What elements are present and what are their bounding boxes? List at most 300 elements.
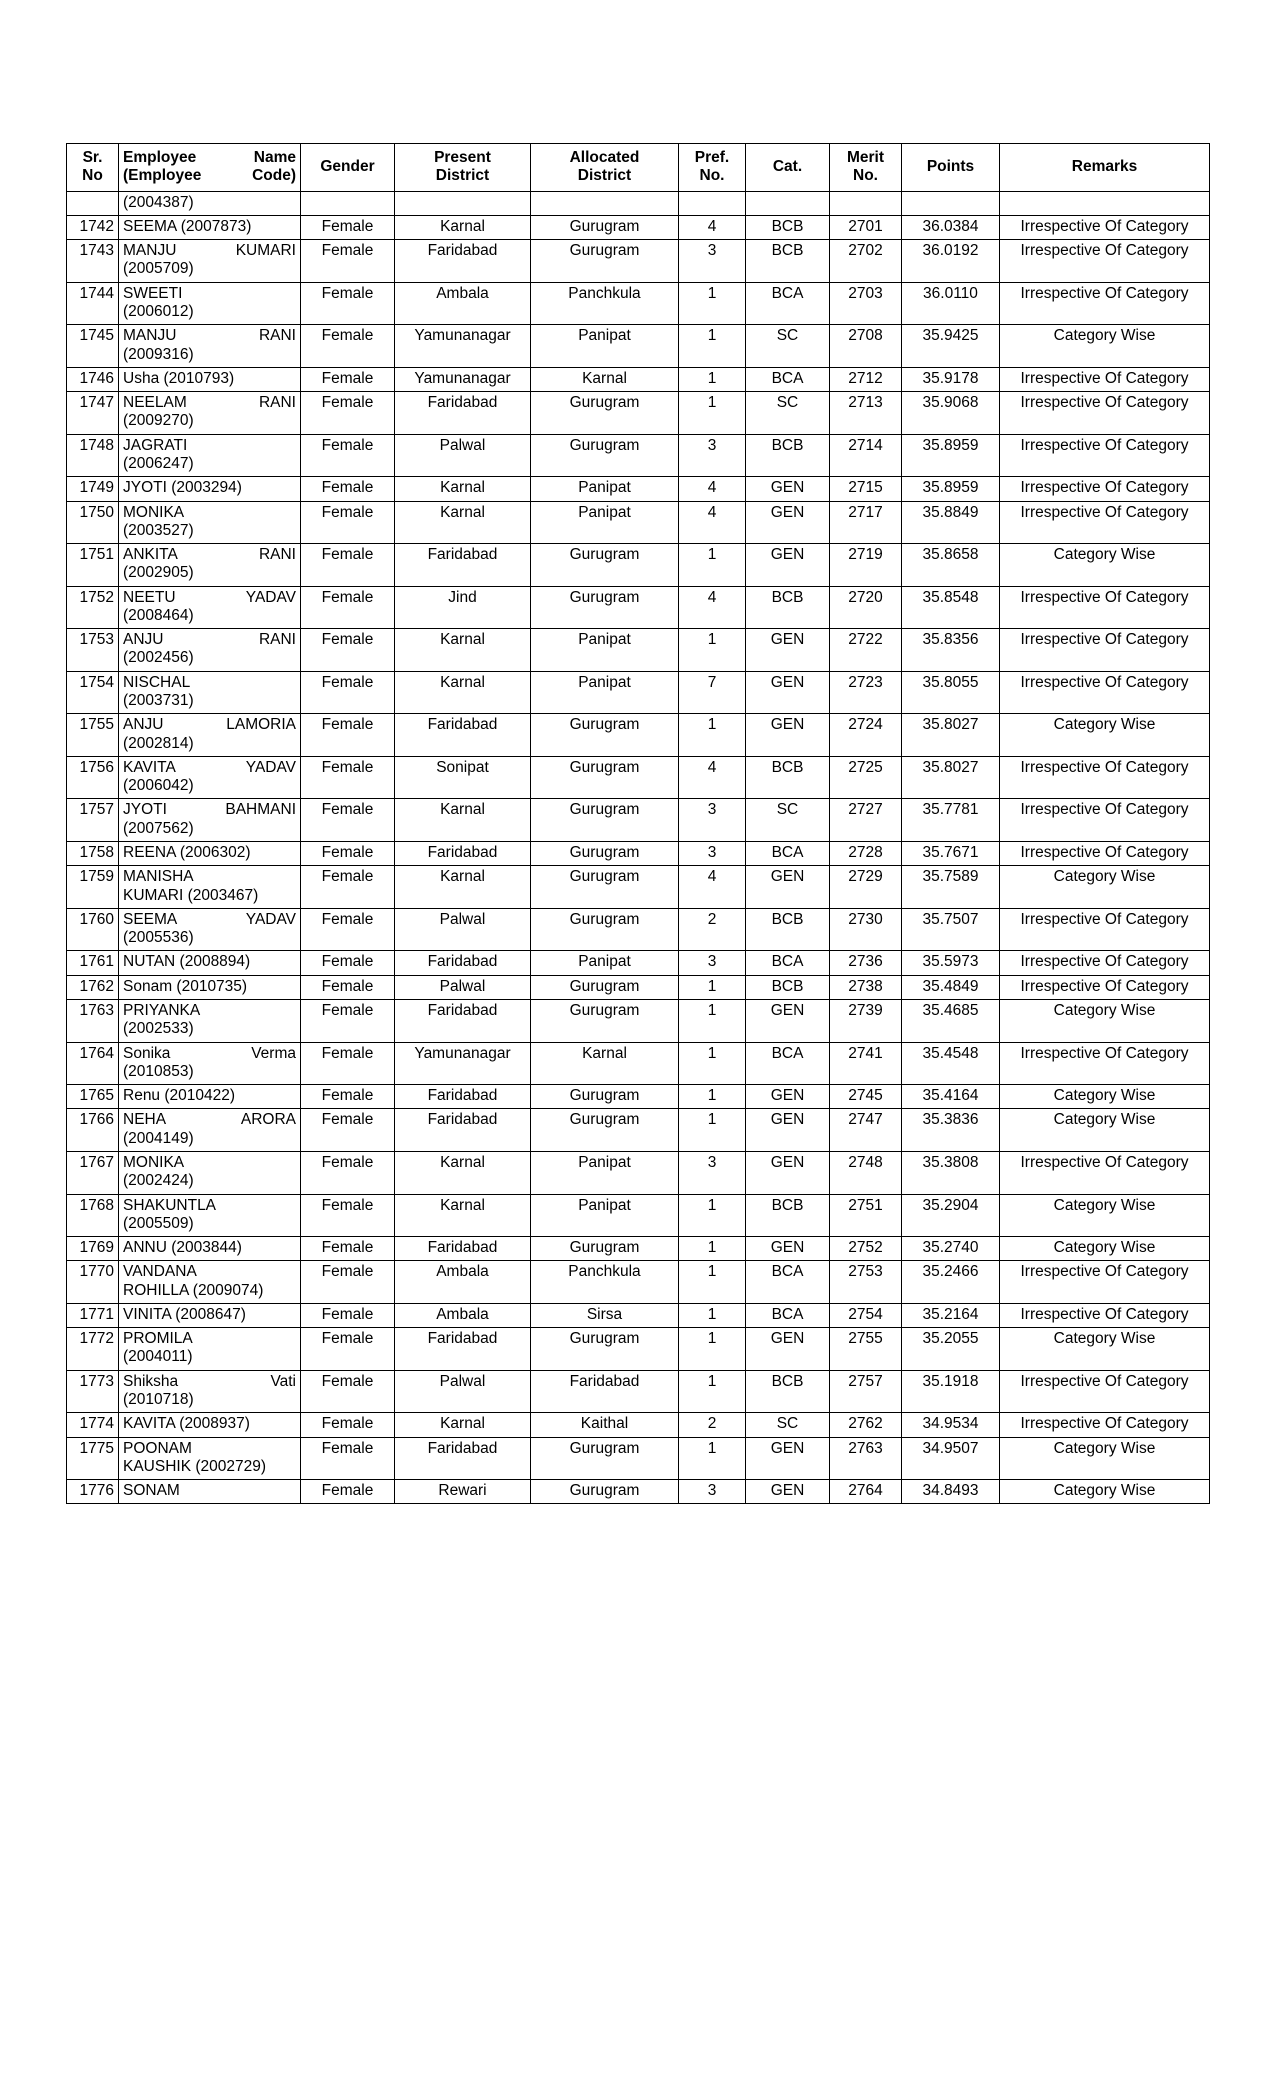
- table-row: [67, 1042, 1210, 1085]
- employee-last-name: RANI: [258, 394, 296, 412]
- cell-employee-name: [119, 392, 301, 435]
- cell-category: BCB: [746, 215, 830, 239]
- employee-name-line: JYOTI (2003294): [123, 479, 242, 497]
- employee-first-name: NEHA: [123, 1111, 167, 1129]
- cell-pref-no: 2: [679, 908, 746, 951]
- employee-allocation-table: [66, 143, 1210, 1504]
- cell-allocated-district: Gurugram: [531, 1109, 679, 1152]
- cell-employee-name: [119, 477, 301, 501]
- employee-name-line: [123, 759, 296, 777]
- cell-employee-name: [119, 1237, 301, 1261]
- employee-name-line: NISCHAL: [123, 673, 191, 691]
- cell-points: 35.8849: [902, 501, 1000, 544]
- employee-name-line: [123, 589, 296, 607]
- cell-present-district: Karnal: [395, 477, 531, 501]
- cell-gender: Female: [301, 866, 395, 909]
- employee-name-line: POONAM: [123, 1439, 192, 1457]
- cell-pref-no: 1: [679, 1042, 746, 1085]
- cell-present-district: Faridabad: [395, 392, 531, 435]
- employee-name-line: SONAM: [123, 1482, 180, 1500]
- cell-present-district: Karnal: [395, 215, 531, 239]
- cell-employee-name: [119, 866, 301, 909]
- cell-employee-name: [119, 1085, 301, 1109]
- cell-present-district: Faridabad: [395, 1109, 531, 1152]
- table-row: [67, 477, 1210, 501]
- cell-category: GEN: [746, 1237, 830, 1261]
- cell-gender: Female: [301, 392, 395, 435]
- cell-merit-no: 2763: [830, 1437, 902, 1480]
- cell-merit-no: 2723: [830, 671, 902, 714]
- cell-points: 35.2740: [902, 1237, 1000, 1261]
- employee-name-line: [123, 911, 296, 929]
- cell-category: SC: [746, 392, 830, 435]
- cell-employee-name: [119, 325, 301, 368]
- cell-remarks: Irrespective Of Category: [1000, 908, 1210, 951]
- employee-name-line: JAGRATI: [123, 436, 188, 454]
- cell-pref-no: 3: [679, 434, 746, 477]
- cell-present-district: Faridabad: [395, 714, 531, 757]
- employee-last-name: ARORA: [240, 1111, 296, 1129]
- table-row: [67, 392, 1210, 435]
- cell-employee-name: [119, 799, 301, 842]
- cell-merit-no: 2739: [830, 999, 902, 1042]
- table-row: [67, 1261, 1210, 1304]
- column-header-employee-name: [119, 144, 301, 192]
- cell-gender: Female: [301, 756, 395, 799]
- cell-remarks: Category Wise: [1000, 544, 1210, 587]
- cell-allocated-district: Gurugram: [531, 434, 679, 477]
- cell-merit-no: 2715: [830, 477, 902, 501]
- employee-first-name: KAVITA: [123, 758, 176, 776]
- cell-sr-no: 1774: [67, 1413, 119, 1437]
- cell-sr-no: 1773: [67, 1370, 119, 1413]
- cell-gender: Female: [301, 629, 395, 672]
- cell-points: 35.9178: [902, 367, 1000, 391]
- cell-remarks: Category Wise: [1000, 866, 1210, 909]
- cell-allocated-district: Gurugram: [531, 544, 679, 587]
- cell-sr-no: 1755: [67, 714, 119, 757]
- table-body: [67, 191, 1210, 1504]
- cell-points: 35.4685: [902, 999, 1000, 1042]
- cell-allocated-district: Gurugram: [531, 586, 679, 629]
- cell-merit-no: 2741: [830, 1042, 902, 1085]
- cell-sr-no: 1762: [67, 975, 119, 999]
- cell-gender: Female: [301, 1151, 395, 1194]
- cell-employee-name: [119, 1151, 301, 1194]
- cell-pref-no: 1: [679, 544, 746, 587]
- header-line: Name: [253, 149, 296, 166]
- cell-employee-name: [119, 240, 301, 283]
- cell-category: BCB: [746, 1370, 830, 1413]
- employee-last-name: BAHMANI: [225, 801, 296, 819]
- cell-category: GEN: [746, 999, 830, 1042]
- employee-code: (2002533): [123, 1020, 194, 1038]
- employee-code: (2005509): [123, 1214, 194, 1232]
- cell-merit-no: 2755: [830, 1328, 902, 1371]
- cell-points: 35.5973: [902, 951, 1000, 975]
- cell-pref-no: 1: [679, 392, 746, 435]
- cell-points: 35.7589: [902, 866, 1000, 909]
- cell-pref-no: 3: [679, 842, 746, 866]
- table-row: [67, 1328, 1210, 1371]
- cell-remarks: Category Wise: [1000, 999, 1210, 1042]
- cell-points: [902, 191, 1000, 215]
- cell-pref-no: 1: [679, 999, 746, 1042]
- cell-category: BCA: [746, 367, 830, 391]
- table-row: [67, 714, 1210, 757]
- cell-sr-no: 1763: [67, 999, 119, 1042]
- cell-present-district: Karnal: [395, 671, 531, 714]
- cell-present-district: [395, 191, 531, 215]
- cell-remarks: Irrespective Of Category: [1000, 501, 1210, 544]
- cell-merit-no: 2752: [830, 1237, 902, 1261]
- cell-merit-no: 2747: [830, 1109, 902, 1152]
- employee-name-line: ANNU (2003844): [123, 1239, 242, 1257]
- cell-category: BCA: [746, 951, 830, 975]
- cell-present-district: Faridabad: [395, 1237, 531, 1261]
- cell-gender: Female: [301, 325, 395, 368]
- employee-name-line: [123, 1373, 296, 1391]
- cell-employee-name: [119, 1480, 301, 1504]
- cell-merit-no: 2754: [830, 1303, 902, 1327]
- cell-merit-no: [830, 191, 902, 215]
- cell-present-district: Jind: [395, 586, 531, 629]
- cell-allocated-district: Gurugram: [531, 999, 679, 1042]
- cell-sr-no: 1750: [67, 501, 119, 544]
- table-row: [67, 671, 1210, 714]
- employee-name-line: Usha (2010793): [123, 369, 235, 387]
- cell-pref-no: 2: [679, 1413, 746, 1437]
- cell-category: BCB: [746, 434, 830, 477]
- cell-merit-no: 2701: [830, 215, 902, 239]
- employee-name-line: NUTAN (2008894): [123, 953, 251, 971]
- employee-code: (2003527): [123, 521, 194, 539]
- cell-remarks: Irrespective Of Category: [1000, 671, 1210, 714]
- cell-employee-name: [119, 544, 301, 587]
- cell-allocated-district: Panchkula: [531, 1261, 679, 1304]
- cell-allocated-district: Gurugram: [531, 1437, 679, 1480]
- cell-merit-no: 2719: [830, 544, 902, 587]
- cell-pref-no: 1: [679, 367, 746, 391]
- table-row: [67, 1480, 1210, 1504]
- employee-code: ROHILLA (2009074): [123, 1281, 264, 1299]
- cell-remarks: Irrespective Of Category: [1000, 951, 1210, 975]
- cell-sr-no: 1767: [67, 1151, 119, 1194]
- cell-allocated-district: Gurugram: [531, 215, 679, 239]
- cell-present-district: Karnal: [395, 629, 531, 672]
- cell-pref-no: 1: [679, 1194, 746, 1237]
- cell-allocated-district: Faridabad: [531, 1370, 679, 1413]
- cell-sr-no: 1751: [67, 544, 119, 587]
- employee-code: (2003731): [123, 692, 194, 710]
- cell-remarks: Category Wise: [1000, 1194, 1210, 1237]
- cell-remarks: Irrespective Of Category: [1000, 477, 1210, 501]
- cell-points: 35.8959: [902, 477, 1000, 501]
- cell-merit-no: 2728: [830, 842, 902, 866]
- table-row: [67, 975, 1210, 999]
- cell-present-district: Rewari: [395, 1480, 531, 1504]
- cell-remarks: Irrespective Of Category: [1000, 1151, 1210, 1194]
- employee-last-name: YADAV: [245, 758, 296, 776]
- employee-name-line: SEEMA (2007873): [123, 217, 252, 235]
- cell-sr-no: 1761: [67, 951, 119, 975]
- employee-last-name: LAMORIA: [226, 716, 296, 734]
- employee-last-name: RANI: [258, 631, 296, 649]
- cell-points: 36.0110: [902, 282, 1000, 325]
- employee-last-name: KUMARI: [235, 242, 296, 260]
- cell-merit-no: 2757: [830, 1370, 902, 1413]
- cell-present-district: Faridabad: [395, 951, 531, 975]
- cell-pref-no: 1: [679, 714, 746, 757]
- cell-sr-no: 1758: [67, 842, 119, 866]
- cell-points: 35.2466: [902, 1261, 1000, 1304]
- cell-present-district: Faridabad: [395, 1085, 531, 1109]
- cell-category: BCB: [746, 756, 830, 799]
- cell-gender: Female: [301, 544, 395, 587]
- employee-name-line: [123, 1045, 296, 1063]
- cell-gender: Female: [301, 215, 395, 239]
- cell-employee-name: [119, 586, 301, 629]
- cell-merit-no: 2708: [830, 325, 902, 368]
- cell-allocated-district: Karnal: [531, 1042, 679, 1085]
- employee-code: (2009270): [123, 412, 194, 430]
- cell-allocated-district: Kaithal: [531, 1413, 679, 1437]
- column-header-pref-no: [679, 144, 746, 192]
- column-header-allocated-district: [531, 144, 679, 192]
- cell-allocated-district: [531, 191, 679, 215]
- cell-remarks: Irrespective Of Category: [1000, 240, 1210, 283]
- employee-name-line: [123, 394, 296, 412]
- cell-gender: Female: [301, 1194, 395, 1237]
- employee-name-line: PROMILA: [123, 1330, 193, 1348]
- cell-employee-name: [119, 842, 301, 866]
- cell-remarks: Irrespective Of Category: [1000, 367, 1210, 391]
- cell-points: 35.8548: [902, 586, 1000, 629]
- table-row: [67, 629, 1210, 672]
- cell-points: 35.1918: [902, 1370, 1000, 1413]
- cell-merit-no: 2717: [830, 501, 902, 544]
- column-header-remarks: Remarks: [1000, 144, 1210, 192]
- cell-sr-no: 1756: [67, 756, 119, 799]
- cell-category: GEN: [746, 714, 830, 757]
- table-row: [67, 1194, 1210, 1237]
- cell-points: 34.8493: [902, 1480, 1000, 1504]
- cell-sr-no: 1764: [67, 1042, 119, 1085]
- cell-present-district: Faridabad: [395, 842, 531, 866]
- cell-remarks: Irrespective Of Category: [1000, 392, 1210, 435]
- employee-code: (2010853): [123, 1062, 194, 1080]
- employee-code: (2004149): [123, 1129, 194, 1147]
- cell-gender: Female: [301, 501, 395, 544]
- employee-first-name: ANJU: [123, 631, 164, 649]
- header-line: District: [577, 167, 632, 185]
- employee-last-name: RANI: [258, 327, 296, 345]
- cell-allocated-district: Gurugram: [531, 1237, 679, 1261]
- cell-category: GEN: [746, 1437, 830, 1480]
- cell-sr-no: 1742: [67, 215, 119, 239]
- table-row: [67, 842, 1210, 866]
- cell-present-district: Faridabad: [395, 1328, 531, 1371]
- cell-category: BCA: [746, 842, 830, 866]
- cell-employee-name: [119, 999, 301, 1042]
- employee-code: (2006012): [123, 302, 194, 320]
- cell-employee-name: [119, 629, 301, 672]
- cell-employee-name: [119, 1303, 301, 1327]
- cell-employee-name: (2004387): [119, 191, 301, 215]
- cell-category: BCB: [746, 1194, 830, 1237]
- cell-pref-no: 4: [679, 586, 746, 629]
- cell-category: GEN: [746, 671, 830, 714]
- cell-allocated-district: Gurugram: [531, 240, 679, 283]
- cell-remarks: Category Wise: [1000, 1328, 1210, 1371]
- cell-pref-no: 1: [679, 1237, 746, 1261]
- cell-category: [746, 191, 830, 215]
- cell-pref-no: [679, 191, 746, 215]
- cell-pref-no: 4: [679, 756, 746, 799]
- cell-gender: Female: [301, 842, 395, 866]
- employee-code: (2002424): [123, 1172, 194, 1190]
- cell-sr-no: 1760: [67, 908, 119, 951]
- cell-category: BCB: [746, 908, 830, 951]
- cell-pref-no: 4: [679, 215, 746, 239]
- cell-present-district: Karnal: [395, 1194, 531, 1237]
- cell-gender: Female: [301, 240, 395, 283]
- employee-code: (2008464): [123, 606, 194, 624]
- cell-category: BCB: [746, 975, 830, 999]
- cell-category: SC: [746, 1413, 830, 1437]
- cell-points: 34.9507: [902, 1437, 1000, 1480]
- cell-allocated-district: Gurugram: [531, 714, 679, 757]
- employee-code: KUMARI (2003467): [123, 886, 259, 904]
- cell-pref-no: 1: [679, 325, 746, 368]
- header-line: Merit: [846, 149, 885, 166]
- cell-present-district: Yamunanagar: [395, 325, 531, 368]
- cell-points: 35.8356: [902, 629, 1000, 672]
- header-line: Employee: [123, 149, 197, 166]
- cell-points: 35.7507: [902, 908, 1000, 951]
- cell-employee-name: [119, 282, 301, 325]
- cell-merit-no: 2729: [830, 866, 902, 909]
- employee-code: KAUSHIK (2002729): [123, 1457, 267, 1475]
- cell-employee-name: [119, 1413, 301, 1437]
- cell-remarks: Irrespective Of Category: [1000, 975, 1210, 999]
- cell-merit-no: 2703: [830, 282, 902, 325]
- cell-employee-name: [119, 671, 301, 714]
- employee-name-line: Sonam (2010735): [123, 977, 248, 995]
- cell-pref-no: 1: [679, 1303, 746, 1327]
- cell-employee-name: [119, 1042, 301, 1085]
- table-row: [67, 367, 1210, 391]
- allocation-table-container: [66, 143, 1209, 1504]
- cell-allocated-district: Gurugram: [531, 908, 679, 951]
- employee-code: (2005536): [123, 929, 194, 947]
- cell-merit-no: 2736: [830, 951, 902, 975]
- cell-points: 35.7781: [902, 799, 1000, 842]
- cell-allocated-district: Panchkula: [531, 282, 679, 325]
- column-header-category: Cat.: [746, 144, 830, 192]
- cell-sr-no: 1766: [67, 1109, 119, 1152]
- cell-pref-no: 1: [679, 1328, 746, 1371]
- cell-present-district: Faridabad: [395, 544, 531, 587]
- header-row: [67, 144, 1210, 192]
- cell-pref-no: 1: [679, 282, 746, 325]
- employee-name-line: KAVITA (2008937): [123, 1415, 250, 1433]
- cell-employee-name: [119, 908, 301, 951]
- cell-allocated-district: Sirsa: [531, 1303, 679, 1327]
- table-row: [67, 1370, 1210, 1413]
- table-row: [67, 908, 1210, 951]
- cell-allocated-district: Panipat: [531, 951, 679, 975]
- cell-gender: [301, 191, 395, 215]
- employee-name-line: MONIKA: [123, 503, 185, 521]
- table-row: [67, 1413, 1210, 1437]
- cell-remarks: Category Wise: [1000, 325, 1210, 368]
- table-row: [67, 501, 1210, 544]
- cell-category: GEN: [746, 866, 830, 909]
- table-row: [67, 1085, 1210, 1109]
- cell-points: 35.3808: [902, 1151, 1000, 1194]
- employee-last-name: Verma: [251, 1044, 296, 1062]
- cell-allocated-district: Gurugram: [531, 756, 679, 799]
- column-header-sr-no: [67, 144, 119, 192]
- cell-points: 35.3836: [902, 1109, 1000, 1152]
- cell-category: GEN: [746, 629, 830, 672]
- employee-last-name: YADAV: [245, 588, 296, 606]
- cell-merit-no: 2764: [830, 1480, 902, 1504]
- cell-remarks: Irrespective Of Category: [1000, 1370, 1210, 1413]
- employee-name-line: VINITA (2008647): [123, 1305, 246, 1323]
- cell-merit-no: 2722: [830, 629, 902, 672]
- cell-present-district: Karnal: [395, 866, 531, 909]
- table-row: [67, 1109, 1210, 1152]
- cell-sr-no: 1772: [67, 1328, 119, 1371]
- cell-remarks: Irrespective Of Category: [1000, 1042, 1210, 1085]
- cell-employee-name: [119, 1437, 301, 1480]
- employee-code: (2010718): [123, 1391, 194, 1409]
- cell-pref-no: 3: [679, 799, 746, 842]
- cell-present-district: Faridabad: [395, 1437, 531, 1480]
- table-header: [67, 144, 1210, 192]
- cell-allocated-district: Gurugram: [531, 1085, 679, 1109]
- table-row: [67, 240, 1210, 283]
- table-row: [67, 434, 1210, 477]
- cell-points: 34.9534: [902, 1413, 1000, 1437]
- cell-remarks: Irrespective Of Category: [1000, 282, 1210, 325]
- column-header-present-district: [395, 144, 531, 192]
- cell-sr-no: 1743: [67, 240, 119, 283]
- cell-points: 35.7671: [902, 842, 1000, 866]
- cell-allocated-district: Panipat: [531, 1194, 679, 1237]
- cell-merit-no: 2751: [830, 1194, 902, 1237]
- employee-first-name: NEETU: [123, 588, 176, 606]
- header-line: District: [435, 167, 490, 185]
- cell-allocated-district: Panipat: [531, 501, 679, 544]
- table-row: [67, 544, 1210, 587]
- cell-employee-name: [119, 367, 301, 391]
- cell-remarks: Irrespective Of Category: [1000, 799, 1210, 842]
- cell-allocated-district: Gurugram: [531, 1480, 679, 1504]
- cell-points: 35.4849: [902, 975, 1000, 999]
- cell-category: GEN: [746, 1328, 830, 1371]
- cell-gender: Female: [301, 908, 395, 951]
- cell-pref-no: 3: [679, 951, 746, 975]
- cell-points: 35.8658: [902, 544, 1000, 587]
- cell-allocated-district: Panipat: [531, 325, 679, 368]
- employee-code: (2002456): [123, 649, 194, 667]
- cell-present-district: Palwal: [395, 434, 531, 477]
- cell-sr-no: [67, 191, 119, 215]
- employee-name-line: VANDANA: [123, 1263, 197, 1281]
